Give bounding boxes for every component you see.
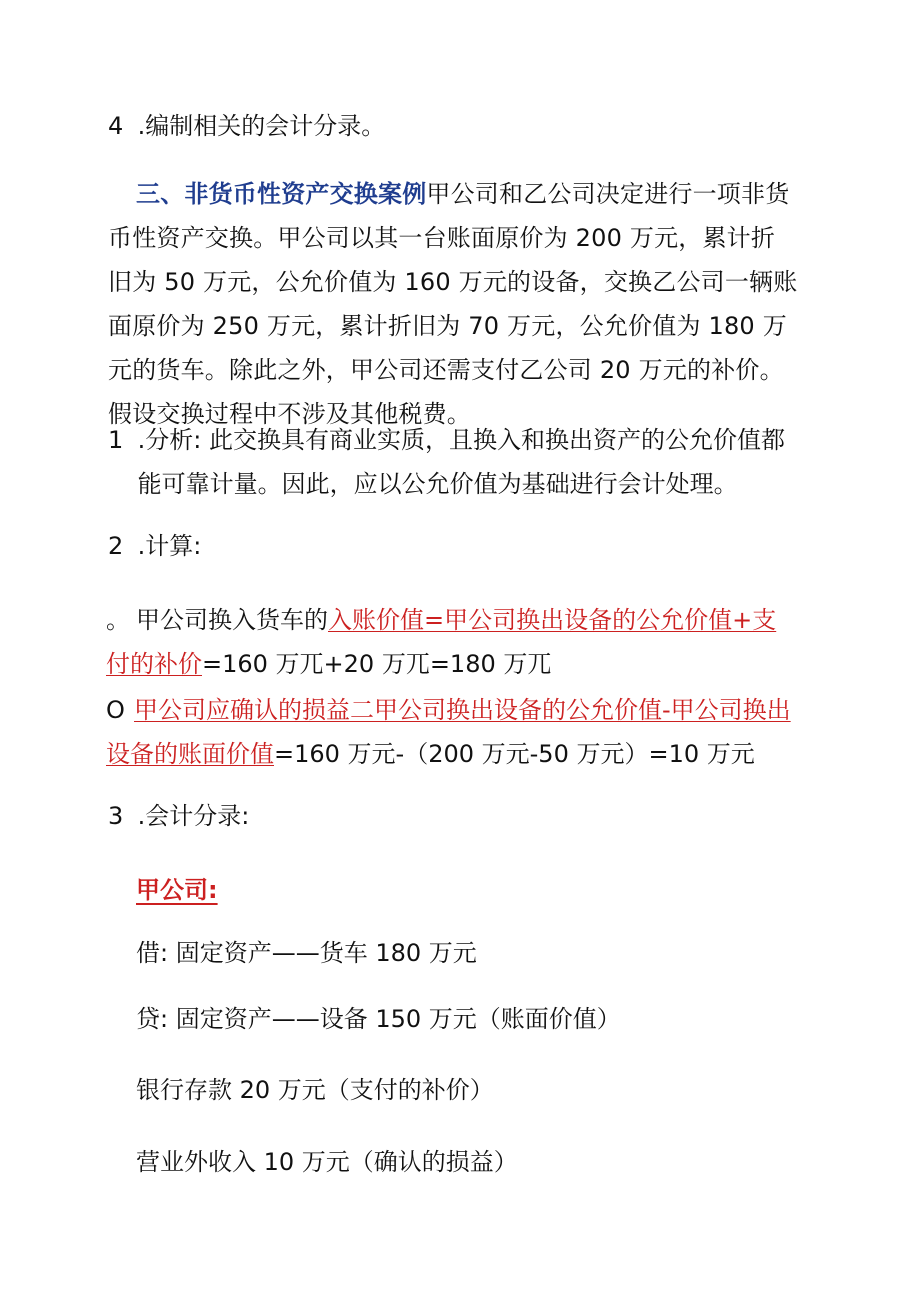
journal-entry-bank: 银行存款 20 万元（支付的补价） [136,1076,494,1104]
gain-loss-formula: 甲公司应确认的损益二甲公司换出设备的公允价值-甲公司换出设备的账面价值 [106,696,791,768]
calc-result: =160 万兀+20 万兀=180 万兀 [202,650,552,678]
bullet: O [106,696,125,724]
entry-value-formula: 入账价值=甲公司换出设备的公允价值+支付的补价 [106,606,777,678]
section-heading: 三、非货币性资产交换案例 [136,180,427,208]
company-label [136,872,218,909]
step-text: .会计分录: [137,802,250,830]
case-intro-paragraph [108,172,798,436]
step-text: .计算: [137,532,202,560]
step-3-journal [108,798,798,835]
journal-entry-credit: 贷: 固定资产——设备 150 万元（账面价值） [136,1005,621,1033]
calc-prefix: 甲公司换入货车的 [136,606,328,634]
calc-gain-loss [106,688,796,776]
step-number: 2 [108,532,124,560]
item-4 [108,108,798,145]
step-1-analysis [108,418,798,506]
calc-result: =160 万元-（200 万元-50 万元）=10 万元 [274,740,755,768]
case-description: 甲公司和乙公司决定进行一项非货币性资产交换。甲公司以其一台账面原价为 200 万元，累计折旧为 50 万元，公允价值为 160 万元的设备，交换乙公司一辆账面原价为 250 万元，累计折旧为 70 万元，公允价值为 180 万元的货车。除此之外，甲公司还需支付乙公司 20 万元的补价。假设交换过程中不涉及其他税费。 [108,180,798,428]
company-name: 甲公司: [136,876,218,904]
journal-entry-debit: 借: 固定资产——货车 180 万元 [136,939,477,967]
step-number: 3 [108,802,124,830]
item-number: 4 [108,112,124,140]
step-text: .分析: 此交换具有商业实质，且换入和换出资产的公允价值都能可靠计量。因此，应以公允价值为基础进行会计处理。 [137,426,785,498]
step-number: 1 [108,426,124,454]
item-text: .编制相关的会计分录。 [137,112,386,140]
journal-entry-income: 营业外收入 10 万元（确认的损益） [136,1148,518,1176]
bullet: 。 [106,606,130,634]
calc-entry-value [106,598,796,686]
step-2-calculation [108,528,798,565]
